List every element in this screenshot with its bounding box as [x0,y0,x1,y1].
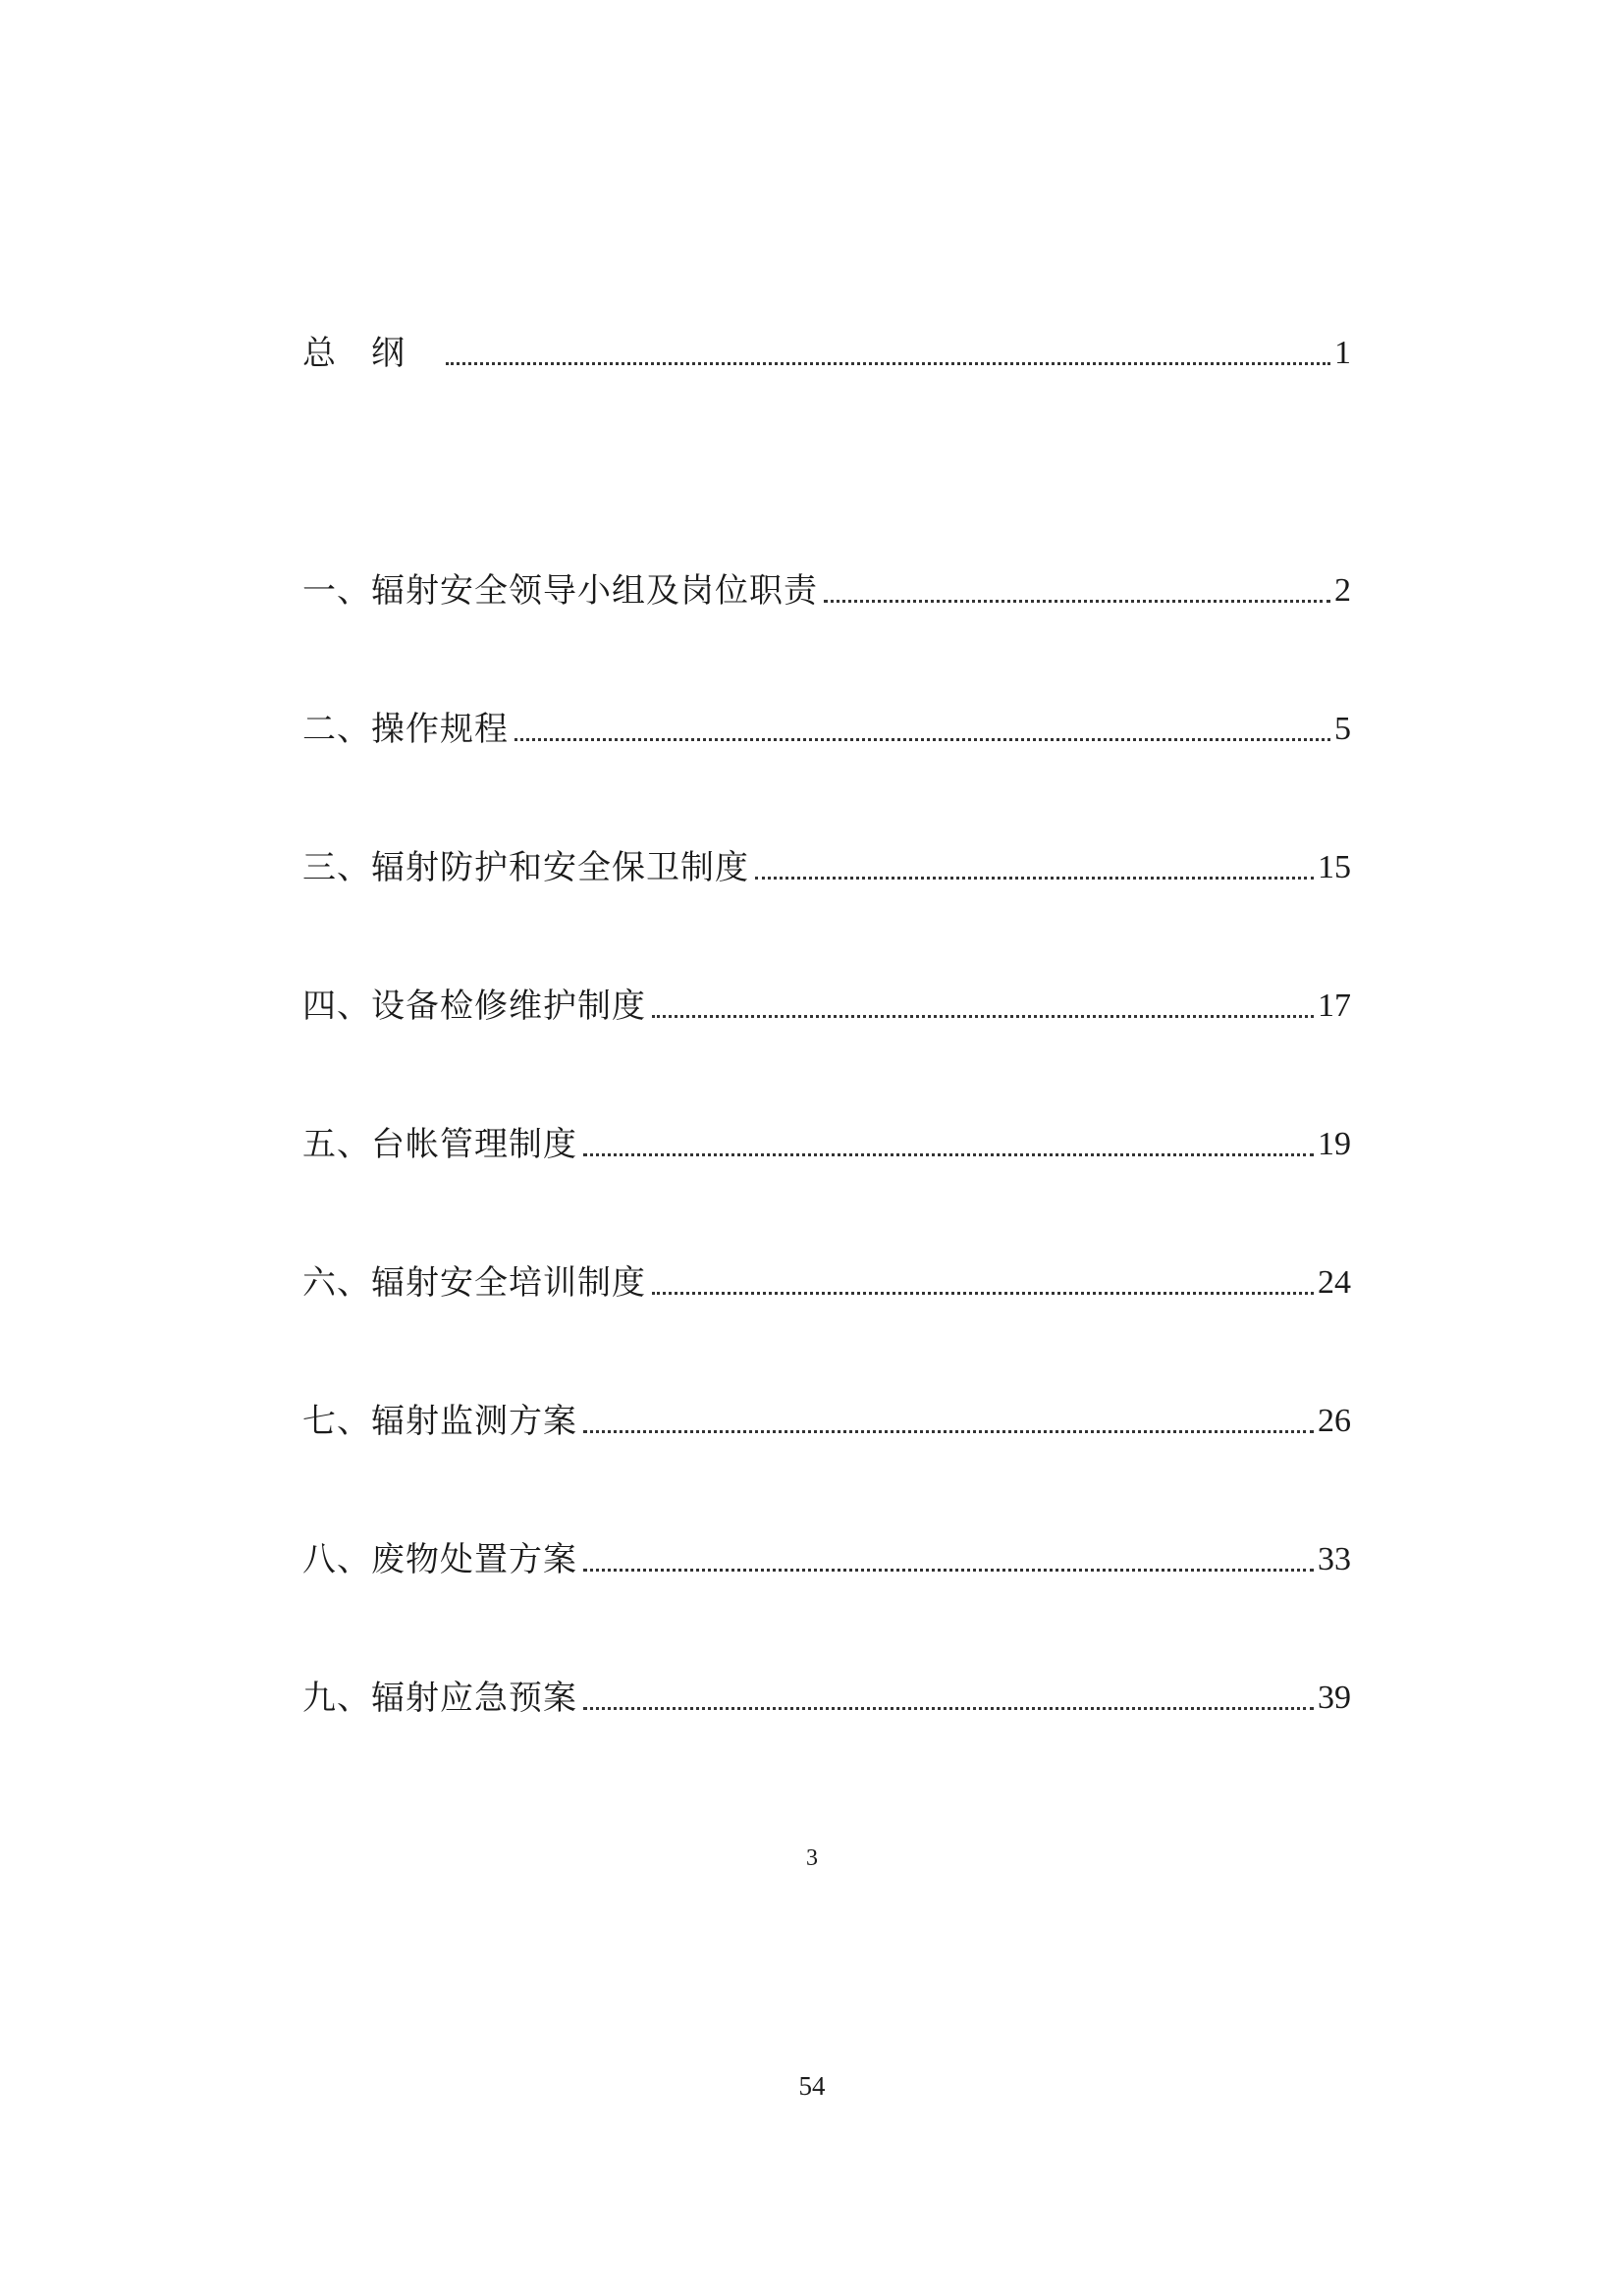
dot-leader [583,1152,1314,1156]
toc-entry-page: 19 [1318,1126,1351,1162]
inner-page-number: 3 [806,1845,818,1871]
toc-entry-title: 六、辐射安全培训制度 [302,1263,646,1303]
toc-entry-title: 二、操作规程 [302,710,509,749]
toc-entry-title: 总纲 [302,334,440,373]
dot-leader [755,876,1314,880]
toc-entry-8[interactable] [302,1441,1351,1579]
toc-entry-title: 八、废物处置方案 [302,1540,577,1579]
toc-entry-4[interactable] [302,887,1351,1026]
dot-leader [514,737,1330,741]
dot-leader [652,1014,1314,1018]
toc-entry-7[interactable] [302,1303,1351,1441]
toc-entry-page: 15 [1318,849,1351,885]
toc-entry-title: 三、辐射防护和安全保卫制度 [302,848,749,887]
toc-entry-title: 四、设备检修维护制度 [302,987,646,1026]
table-of-contents [302,334,1351,1718]
dot-leader [652,1291,1314,1295]
toc-entry-page: 39 [1318,1680,1351,1716]
dot-leader [446,361,1330,365]
toc-entry-page: 33 [1318,1541,1351,1577]
toc-entry-title: 一、辐射安全领导小组及岗位职责 [302,571,818,611]
toc-entry-page: 5 [1334,711,1351,747]
toc-entry-title: 七、辐射监测方案 [302,1402,577,1441]
toc-entry-page: 1 [1334,335,1351,371]
toc-entry-general[interactable] [302,334,1351,373]
outer-page-number: 54 [798,2071,826,2101]
dot-leader [583,1706,1314,1710]
toc-entry-title: 九、辐射应急预案 [302,1679,577,1718]
toc-entry-page: 2 [1334,572,1351,609]
toc-entry-page: 24 [1318,1264,1351,1301]
dot-leader [583,1429,1314,1433]
toc-entry-3[interactable] [302,749,1351,887]
toc-entry-page: 17 [1318,988,1351,1024]
toc-entry-2[interactable] [302,611,1351,749]
dot-leader [583,1568,1314,1572]
toc-entry-1[interactable] [302,472,1351,611]
toc-entry-page: 26 [1318,1403,1351,1439]
dot-leader [824,599,1330,603]
toc-entry-9[interactable] [302,1579,1351,1718]
toc-entry-5[interactable] [302,1026,1351,1164]
toc-entry-6[interactable] [302,1164,1351,1303]
toc-entry-title: 五、台帐管理制度 [302,1125,577,1164]
